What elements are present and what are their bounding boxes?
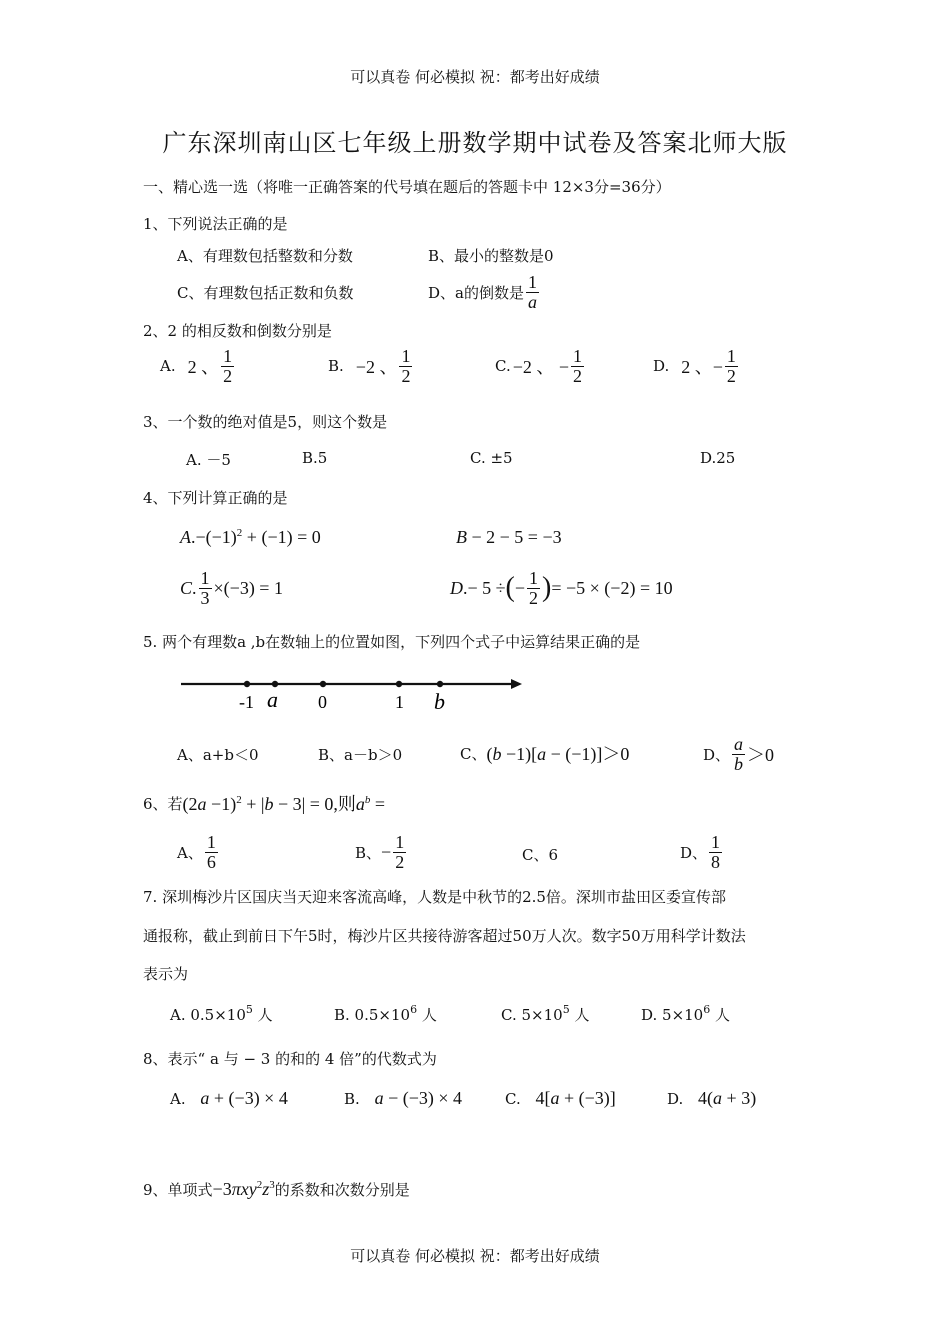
- label-b: b: [434, 689, 445, 714]
- label-a: a: [267, 687, 278, 712]
- q6-option-d: D、 $\frac{1}{8}$: [680, 831, 721, 872]
- q7-option-c: C. $5\times 10^5$ 人: [501, 1003, 590, 1024]
- page-header: 可以真卷 何必模拟 祝：都考出好成绩: [350, 68, 600, 86]
- question-1-stem: 1、下列说法正确的是: [143, 215, 288, 233]
- question-6-stem: 6、若 $(2a -1)^2 + |b - 3| = 0$,则$a^b$ =: [143, 794, 386, 814]
- q3-option-d: D.25: [700, 449, 736, 467]
- q2-option-d: D. 2 、− $\frac{1}{2}$: [653, 345, 736, 386]
- question-8-stem: 8、表示“ a 与 − 3 的和的 4 倍”的代数式为: [143, 1050, 437, 1068]
- point-0: [320, 681, 326, 687]
- q1-option-b: B、最小的整数是0: [428, 247, 554, 265]
- q8-option-c: C. 4[a + (−3)]: [505, 1088, 616, 1108]
- label-0: 0: [318, 692, 327, 712]
- q8-option-b: B. a − (−3) × 4: [344, 1088, 463, 1108]
- question-2-stem: 2、2 的相反数和倒数分别是: [143, 322, 332, 340]
- q7-option-a: A. $0.5\times 10^5$ 人: [170, 1003, 273, 1024]
- fraction-1-over-a: $\frac{1}{a}$: [527, 271, 537, 312]
- q2-option-c: C. −2 、 − $\frac{1}{2}$: [495, 345, 583, 386]
- q1-option-d: [428, 270, 541, 314]
- q7-option-b: B. $0.5\times 10^6$ 人: [334, 1003, 437, 1024]
- question-7-line-2: 通报称，截止到前日下午5时，梅沙片区共接待游客超过50万人次。数字50万用科学计数法: [143, 927, 746, 945]
- q1-option-d-label: D、a的倒数是: [428, 283, 524, 302]
- page-title: 广东深圳南山区七年级上册数学期中试卷及答案北师大版: [162, 129, 788, 157]
- label-minus-1: -1: [239, 692, 254, 712]
- q3-option-c: C. ±5: [470, 449, 513, 467]
- q8-option-d: D. 4(a + 3): [667, 1088, 757, 1108]
- question-3-stem: 3、一个数的绝对值是5，则这个数是: [143, 413, 388, 431]
- point-b: [437, 681, 443, 687]
- q3-option-b: B.5: [302, 449, 328, 467]
- q6-option-b: B、 − $\frac{1}{2}$: [355, 831, 405, 872]
- q4-option-d: D .− 5 ÷ ( − $\frac{1}{2}$ ) = −5 × (−2) = 10: [450, 567, 673, 608]
- number-line-arrow: [511, 679, 522, 689]
- q4-option-a: $A.-(-1)^2 + (-1) = 0$: [180, 527, 321, 547]
- q5-option-a: A、a+b＜0: [177, 746, 259, 764]
- point-1: [396, 681, 402, 687]
- question-5-stem: 5. 两个有理数a ,b在数轴上的位置如图，下列四个式子中运算结果正确的是: [143, 633, 641, 651]
- page-footer: 可以真卷 何必模拟 祝：都考出好成绩: [350, 1247, 600, 1265]
- number-line-figure: [178, 670, 528, 720]
- label-1: 1: [395, 692, 404, 712]
- question-4-stem: 4、下列计算正确的是: [143, 489, 288, 507]
- q6-option-a: A、 $\frac{1}{6}$: [177, 831, 216, 872]
- question-9-stem: 9、单项式 $-3\pi xy^2z^3$ 的系数和次数分别是: [143, 1178, 410, 1199]
- question-7-line-3: 表示为: [143, 965, 189, 983]
- q7-option-d: D. $5\times 10^6$ 人: [641, 1003, 731, 1024]
- q5-option-b: B、a－b＞0: [318, 746, 403, 764]
- q1-option-a: A、有理数包括整数和分数: [177, 247, 353, 265]
- q1-option-c: C、有理数包括正数和负数: [177, 284, 354, 302]
- q5-option-d: D、 $\frac{a}{b}$ ＞0: [703, 733, 775, 774]
- q6-option-c: C、6: [522, 846, 559, 864]
- q2-option-a: A. 2 、 $\frac{1}{2}$: [160, 345, 233, 386]
- q2-option-b: B. −2 、 $\frac{1}{2}$: [328, 345, 411, 386]
- q8-option-a: A. a + (−3) × 4: [170, 1088, 288, 1108]
- q5-option-c: C、 (b −1)[a − (−1)]＞0: [460, 744, 630, 764]
- question-7-line-1: 7. 深圳梅沙片区国庆当天迎来客流高峰，人数是中秋节的2.5倍。深圳市盐田区委宣传部: [143, 888, 726, 906]
- q4-option-b: B − 2 − 5 = −3: [456, 527, 562, 547]
- q4-option-c: C . $\frac{1}{3}$ ×(−3) = 1: [180, 567, 283, 608]
- section-heading: 一、精心选一选（将唯一正确答案的代号填在题后的答题卡中 12×3分=36分）: [143, 178, 671, 196]
- point-minus-1: [244, 681, 250, 687]
- q3-option-a: A. －5: [186, 451, 231, 469]
